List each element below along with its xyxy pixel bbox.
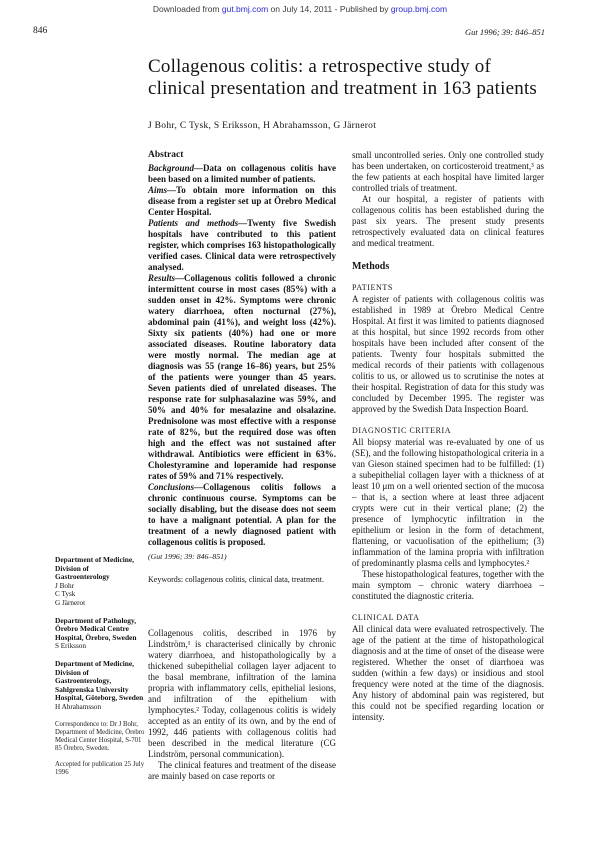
abstract-section: Patients and methods—Twenty five Swedish hospitals have contributed to this patient register, which comprises 163 histopathologically verified cases. Clinical data were retrospectively analysed. [148,218,337,272]
body-paragraph: The clinical features and treatment of the disease are mainly based on case reports or [148,760,336,781]
page-number: 846 [33,26,48,36]
abstract-column [148,150,336,584]
body-paragraph: All biopsy material was re-evaluated by one of us (SE), and the following histopathological criteria in a van Gieson stained specimen had to be fulfilled: (1) a subepithelial collagen layer with a thickness of at least 10 μm on a well oriented section of the mucosa – that is, a section where at least three adjacent crypts were cut in their vertical plane; (2) the presence of lymphocytic infiltration in the epithelium or lesion in the form of detachment, flattening, or vacuolisation of the epithelium; (3) inflammation of the lamina propria with infiltration of predominantly plasma cells and lymphocytes.² [352,437,544,568]
abstract-citation: (Gut 1996; 39: 846–851) [148,552,227,561]
article-title: Collagenous colitis: a retrospective study of clinical presentation and treatment in 163 patients [148,56,538,99]
body-paragraph: A register of patients with collagenous colitis was established in 1989 at Örebro Medical Centre Hospital. At first it was limited to patients diagnosed at this hospital, but since 1992 records from other hospitals have been included after consent of the patients. Twenty four hospitals submitted the medical records of their patients with collagenous colitis to us, or allowed us to scrutinise the notes at their hospital. Registration of data for this study was concluded by December 1995. The register was approved by the Swedish Data Inspection Board. [352,294,544,414]
abstract-section-label: Aims— [148,185,177,195]
abstract-section: Conclusions—Collagenous colitis follows a chronic continuous course. Symptoms can be socially disabling, but the disease does not seem to have a malignant potential. A plan for the treatment of a newly diagnosed patient with collagenous colitis is proposed. [148,482,336,547]
body-paragraph: Collagenous colitis, described in 1976 by Lindström,¹ is characterised clinically by chronic watery diarrhoea, and histopathologically by a thickened subepithelial collagen layer adjacent to the basal membrane, infiltration of the lamina propria with inflammatory cells, epithelial lesions, and infiltration of the epithelium with lymphocytes.² Today, collagenous colitis is widely accepted as an entity of its own, and by the end of 1992, 446 patients with collagenous colitis had been described in the medical literature (CG Lindström, personal communication). [148,628,336,759]
affiliation-block [55,660,145,712]
abstract-section-label: Background— [148,163,204,173]
group-bmj-link[interactable]: group.bmj.com [390,4,448,14]
section-subhead: PATIENTS [352,283,393,292]
methods-heading: Methods [352,261,390,272]
body-paragraph: These histopathological features, together with the main symptom – chronic watery diarrhoea – constituted the diagnostic criteria. [352,569,544,601]
abstract-section-label: Conclusions— [148,482,204,492]
margin-column [55,556,145,785]
body-paragraph: small uncontrolled series. Only one controlled study has been undertaken, on corticosteroid treatment,³ as the few patients at each hospital have limited larger controlled trials of treatment. [352,150,544,193]
affiliation-block [55,617,145,651]
affiliation-person: J Bohr [55,581,74,590]
download-banner-prefix: Downloaded from [152,4,222,14]
affiliation-department: Department of Pathology, Örebro Medical Centre Hospital, Örebro, Sweden [55,615,137,642]
keywords-line: Keywords: collagenous colitis, clinical data, treatment. [148,575,324,584]
right-column [352,150,544,723]
body-paragraph: All clinical data were evaluated retrospectively. The age of the patient at the time of histopathological diagnosis and at the time of onset of the disease were registered. Whether the onset of diarrhoea was sudden (within a few days) or insidious and stool frequency were noted at the time of the diagnosis. Any history of abdominal pain was registered, but this could not be specified regarding location or intensity. [352,624,544,722]
gut-bmj-link[interactable]: gut.bmj.com [221,4,269,14]
body-paragraph: At our hospital, a register of patients with collagenous colitis has been established during the past six years. The present study presents retrospectively evaluated data on clinical features and medical treatment. [352,194,544,248]
affiliation-department: Department of Medicine, Division of Gastroenterology, Sahlgrenska University Hospital, Göteborg, Sweden [55,658,144,703]
download-banner [0,4,600,14]
abstract-sections [148,163,336,548]
affiliation-block [55,556,145,608]
abstract-section: Aims—To obtain more information on this disease from a register set up at Örebro Medical Center Hospital. [148,185,336,217]
download-banner-middle: on July 14, 2011 - Published by [268,4,391,14]
section-subhead: CLINICAL DATA [352,613,420,622]
abstract-section-label: Results— [148,273,185,283]
affiliation-person: S Eriksson [55,642,86,651]
left-body [148,628,336,782]
journal-citation: Gut 1996; 39: 846–851 [464,27,545,37]
section-subhead: DIAGNOSTIC CRITERIA [352,426,452,435]
abstract-heading: Abstract [148,150,184,160]
affiliation-department: Department of Medicine, Division of Gastroenterology [55,555,135,582]
affiliation-person: C Tysk [55,590,76,599]
accepted-note: Accepted for publication 25 July 1996 [55,760,145,776]
abstract-section: Background—Data on collagenous colitis have been based on a limited number of patients. [148,163,336,184]
abstract-section-label: Patients and methods— [148,218,248,228]
abstract-section: Results—Collagenous colitis followed a chronic intermittent course in most cases (85%) with a sudden onset in 42%. Symptoms were chronic watery diarrhoea, often nocturnal (27%), abdominal pain (41%), and weight loss (42%). Sixty six patients (40%) had one or more associated diseases. Routine laboratory data were mostly normal. The median age at diagnosis was 55 (range 16–86) years, but 25% of the patients were younger than 45 years. Seven patients died of unrelated diseases. The response rate for sulphasalazine was 59%, and 50% and 40% for mesalazine and olsalazine. Prednisolone was most effective with a response rate of 82%, but the required dose was often high and the effect was not sustained after withdrawal. Antibiotics were efficient in 63%. Cholestyramine and loperamide had response rates of 59% and 71% respectively. [148,273,336,481]
author-line: J Bohr, C Tysk, S Eriksson, H Abrahamsson, G Järnerot [148,121,377,131]
correspondence-note: Correspondence to: Dr J Bohr, Department of Medicine, Örebro Medical Center Hospital, S-701 85 Örebro, Sweden. [55,720,145,752]
affiliation-person: H Abrahamsson [55,702,102,711]
affiliation-person: G Järnerot [55,598,86,607]
